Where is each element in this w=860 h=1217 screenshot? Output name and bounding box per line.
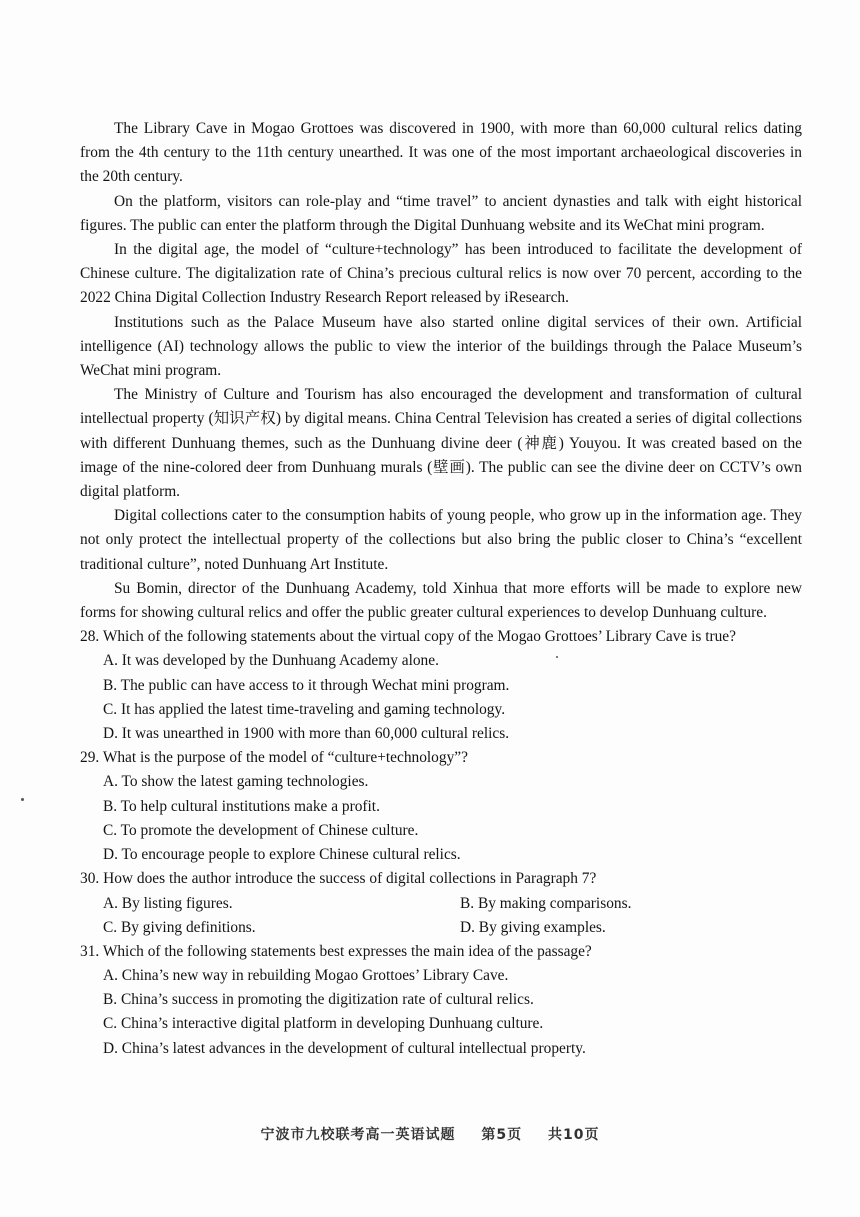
scan-speck bbox=[21, 798, 24, 801]
question-number: 31. bbox=[80, 942, 100, 960]
option-b: B. China’s success in promoting the digitization rate of cultural relics. bbox=[103, 991, 534, 1009]
paragraph-4: Institutions such as the Palace Museum have also started online digital services of their own. Artificial intelligence (AI) technology allows the public to view the interior of the buildings through the Palace Museum’s WeChat mini program. bbox=[80, 313, 802, 380]
option-c: C. China’s interactive digital platform in developing Dunhuang culture. bbox=[103, 1015, 544, 1033]
paragraph-2: On the platform, visitors can role-play and “time travel” to ancient dynasties and talk with eight historical figures. The public can enter the platform through the Digital Dunhuang website and its WeChat mini program. bbox=[80, 192, 802, 234]
question-text: What is the purpose of the model of “culture+technology”? bbox=[102, 749, 468, 767]
question-number: 28. bbox=[80, 628, 100, 646]
option-b: B. By making comparisons. bbox=[460, 894, 632, 912]
option-c: C. By giving definitions. bbox=[103, 918, 256, 936]
option-d: D. It was unearthed in 1900 with more than 60,000 cultural relics. bbox=[103, 725, 510, 743]
paragraph-5: The Ministry of Culture and Tourism has also encouraged the development and transformation of cultural intellectual property (知识产权) by digital means. China Central Television has created a series of digital collections with different Dunhuang themes, such as the Dunhuang divine deer (神鹿) Youyou. It was created based on the image of the nine-colored deer from Dunhuang murals (壁画). The public can see the divine deer on CCTV’s own digital platform. bbox=[80, 386, 802, 501]
passage-content bbox=[80, 117, 802, 1061]
question-text: How does the author introduce the success of digital collections in Paragraph 7? bbox=[103, 870, 597, 888]
question-text: Which of the following statements about the virtual copy of the Mogao Grottoes’ Library Cave is true? bbox=[102, 628, 736, 646]
question-text: Which of the following statements best expresses the main idea of the passage? bbox=[102, 942, 592, 960]
page-footer bbox=[0, 1124, 860, 1144]
footer-total-pages: 共10页 bbox=[548, 1127, 600, 1143]
option-d: D. China’s latest advances in the development of cultural intellectual property. bbox=[103, 1039, 586, 1057]
footer-title: 宁波市九校联考高一英语试题 bbox=[260, 1127, 456, 1143]
footer-page-number: 第5页 bbox=[481, 1127, 523, 1143]
option-a: A. By listing figures. bbox=[103, 894, 233, 912]
question-28 bbox=[80, 625, 802, 746]
question-29 bbox=[80, 746, 802, 867]
question-31 bbox=[80, 940, 802, 1061]
option-d: D. To encourage people to explore Chinese cultural relics. bbox=[103, 846, 461, 864]
option-a: A. To show the latest gaming technologies. bbox=[103, 773, 369, 791]
option-b: B. To help cultural institutions make a profit. bbox=[103, 797, 380, 815]
option-c: C. It has applied the latest time-traveling and gaming technology. bbox=[103, 700, 506, 718]
paragraph-6: Digital collections cater to the consumption habits of young people, who grow up in the information age. They not only protect the intellectual property of the collections but also bring the public closer to China’s “excellent traditional culture”, noted Dunhuang Art Institute. bbox=[80, 507, 802, 573]
question-30 bbox=[80, 867, 802, 940]
option-d: D. By giving examples. bbox=[460, 918, 606, 936]
question-number: 29. bbox=[80, 749, 100, 767]
option-b: B. The public can have access to it through Wechat mini program. bbox=[103, 676, 510, 694]
scan-speck bbox=[556, 656, 558, 658]
option-a: A. It was developed by the Dunhuang Academy alone. bbox=[103, 652, 439, 670]
question-number: 30. bbox=[80, 870, 100, 888]
paragraph-3: In the digital age, the model of “culture+technology” has been introduced to facilitate the development of Chinese culture. The digitalization rate of China’s precious cultural relics is now over 70 percent, according to the 2022 China Digital Collection Industry Research Report released by iResearch. bbox=[80, 241, 802, 307]
option-a: A. China’s new way in rebuilding Mogao Grottoes’ Library Cave. bbox=[103, 967, 509, 985]
paragraph-7: Su Bomin, director of the Dunhuang Academy, told Xinhua that more efforts will be made to explore new forms for showing cultural relics and offer the public greater cultural experiences to develop Dunhuang culture. bbox=[80, 579, 802, 622]
paragraph-1: The Library Cave in Mogao Grottoes was discovered in 1900, with more than 60,000 cultural relics dating from the 4th century to the 11th century unearthed. It was one of the most important archaeological discoveries in the 20th century. bbox=[80, 120, 802, 186]
option-c: C. To promote the development of Chinese culture. bbox=[103, 821, 419, 839]
